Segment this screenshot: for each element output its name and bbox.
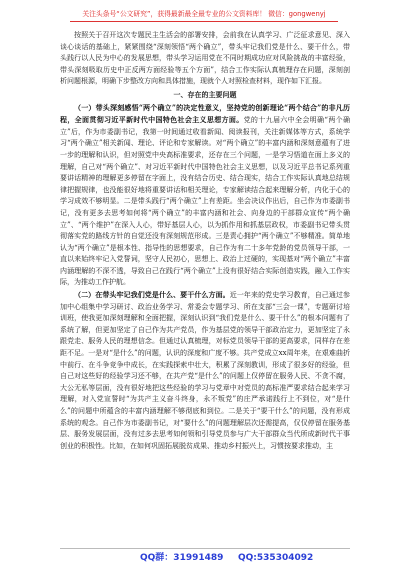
- intro-paragraph: 按照关于召开这次专题民主生活会的部署安排，会前我在认真学习、广泛征求意见、深入谈心谈话的基础上，紧紧围绕“深刻领悟“两个确立”，带头牢记我们党是什么、要干什么，带头践行以人民为中心的发展思想，带头学习运用党在不同时期成功应对风险挑战的丰富经验，带头深刻吸取历史中正反两方面经验等五个方面”，结合工作实际认真梳理存在问题，深刻剖析问题根源，明确下步整改方向和具体措施，现就个人对照检查材料，现作如下汇报。: [60, 31, 350, 86]
- subsection-2-body: 近一年来的党史学习教育，自己通过参加中心组集中学习研讨、政治业务学习、常委会专题学习、所在支部“三会一课”，专题研讨培训班，使我更加深刻理解和全面把握，深刻认识到“我们党是什么、要干什么”的根本问题有了系统了解，但更加坚定了自己作为共产党员，作为基层党的领导干部政治定力，更加坚定了永跟党走、服务人民的理想信念。但通过认真梳理，对标党员领导干部的更高要求，同样存在差距不足。一是对“是什么”的问题，认识的深度和广度不够。共产党成立xx周年来，在艰难曲折中前行、在斗争竞争中成长，在实践探索中壮大，积累了深刻教训，形成了很多好的经验，但自己对这些好的经验学习还不够，在共产党“是什么”的问题上仅停留在服务人民、不贪不腐，大公无私等层面，没有很好地把这些经验的学习与党章中对党员的高标准严要求结合起来学习理解，对入党宣誓时“为共产主义奋斗终身，永不叛党”的庄严承诺践行上不到位，对“是什么”的问题中所蕴含的丰富内涵理解不够彻底和到位。二是关于“要干什么”的问题，没有形成系统的观念。自己作为市委副书记，对“要什么”的问题理解层次还需提高，仅仅停留在服务基层、服务发展层面，没有过多去思考如何领和引导党员参与广大干部群众当代所成新时代干事创业的积极性。比如，在如何巩固拓展脱贫成果、推动乡村振兴上，习惯按要求推动，主: [60, 291, 350, 450]
- subsection-1: [60, 102, 350, 290]
- subsection-1-title: （一）带头深刻感悟“两个确立”的决定性意义，坚持党的创新理论“两个结合”的非凡历程，全面贯彻习近平新时代中国特色社会主义思想方面。: [60, 102, 350, 125]
- document-body: [60, 30, 350, 530]
- subsection-1-body: 党的十九届六中全会明确“两个确立”后，作为市委副书记，我第一时间通过收看新闻、阅读报刊，关注新媒体等方式，系统学习“两个确立”相关新闻、理论、评论和专家解读。对“两个确立”的丰富内涵和深刻意蕴有了进一步的理解和认识，但对照党中央高标准要求，还存在三个问题，一是学习悟道在面上多义的理解，自己对“两个确立”、对习近平新时代中国特色社会主义思想，以及习近平总书记系列重要讲话精神的理解更多停留在字面上，没有结合历史、结合现实，结合工作实际认真地总结规律把握规律，也没能很好地将重要讲话和相关理论，专家解读结合起来理解分析，内化于心的学习成效不够明显。二是带头践行“两个确立”上有差距。坐会决议作出后，自己作为市委副书记，没有更多去思考如何将“两个确立”的丰富内涵和社会、向身边的干部群众宣传“两个确立”、“两个维护”在深入人心，带好基层人心，以为抓作用和抓基层政权，市委副书记带头贯彻落实党的路线方针的自觉还没有深刻规范形成。三是责心拥护“两个确立”不够精准。简单地认为“两个确立”是根本性、指导性的思想要求，自己作为有二十多年党龄的党员领导干部，一直以来始终牢记入党誓词，坚守人民初心，思想上、政治上过硬的，实现基对“两个确立”丰富内涵理解的不深不透，导致自己在践行“两个确立”上没有很好结合实际创造实践，融入工作实际，为推动工作护航。: [60, 116, 350, 287]
- section-heading: 一、存在的主要问题: [173, 89, 237, 99]
- promo-banner: 关注头条号“公文研究”，获得最新最全最专业的公文资料库！ 微信：gongwenyj: [70, 8, 338, 22]
- qq-number: QQ:535304092: [238, 553, 314, 563]
- contact-footer: [60, 548, 350, 565]
- subsection-2-title: （二）在带头牢记我们党是什么、要干什么方面。: [74, 290, 230, 300]
- subsection-2: [60, 289, 350, 452]
- qq-group-number: QQ群：31991489: [140, 553, 224, 563]
